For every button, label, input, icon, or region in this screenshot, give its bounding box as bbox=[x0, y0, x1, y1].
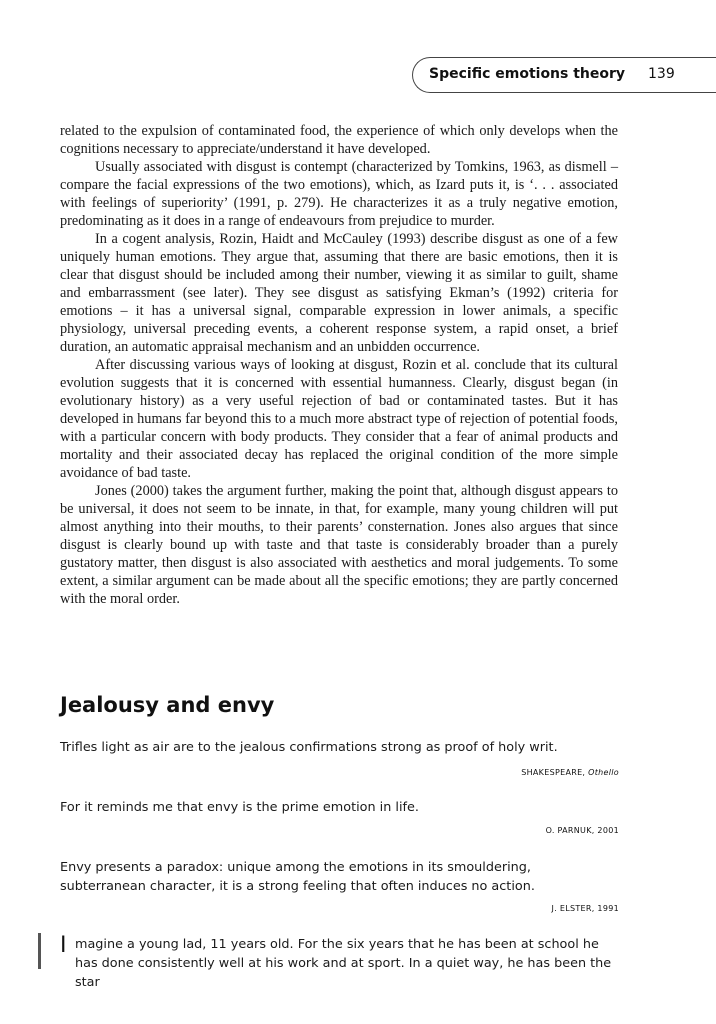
epigraph-quote: For it reminds me that envy is the prime emotion in life. bbox=[60, 800, 419, 815]
epigraph-author: SHAKESPEARE, bbox=[521, 768, 586, 777]
paragraph: related to the expulsion of contaminated food, the experience of which only develops when the cognitions necessary to appreciate/understand it have developed. bbox=[60, 123, 618, 157]
margin-rule bbox=[38, 933, 41, 969]
section-heading: Jealousy and envy bbox=[60, 693, 275, 717]
drop-cap: I bbox=[60, 933, 67, 958]
epigraph-quote: Envy presents a paradox: unique among the emotions in its smouldering, subterranean character, it is a strong feeling that often induces no action. bbox=[60, 860, 535, 894]
epigraph-attribution: J. ELSTER, 1991 bbox=[551, 904, 619, 913]
epigraph-work: Othello bbox=[588, 768, 619, 777]
epigraph-quote: Trifles light as air are to the jealous confirmations strong as proof of holy writ. bbox=[60, 740, 558, 755]
running-header-title: Specific emotions theory bbox=[429, 66, 626, 82]
paragraph: Jones (2000) takes the argument further, making the point that, although disgust appears to be universal, it does not seem to be innate, in that, for example, many young children will put almost anything into their mouths, to their parents’ consternation. Jones also argues that since disgust is clearly bound up with taste and that taste is considerably broader than a purely gustatory matter, then disgust is also associated with aesthetics and moral judgements. To some extent, a similar argument can be made about all the specific emotions; they are partly concerned with the moral order. bbox=[60, 483, 618, 607]
body-text bbox=[60, 122, 618, 608]
paragraph: Usually associated with disgust is contempt (characterized by Tomkins, 1963, as dismell – compare the facial expressions of the two emotions), which, as Izard puts it, is ‘. . . associated with feelings of superiority’ (1991, p. 279). He characterizes it as a truly negative emotion, predominating as it does in a range of endeavours from prejudice to murder. bbox=[60, 159, 618, 229]
paragraph: After discussing various ways of looking at disgust, Rozin et al. conclude that its cultural evolution suggests that it is concerned with essential humanness. Clearly, disgust began (in evolutionary history) as a very useful rejection of bad or contaminated tastes. But it has developed in humans far beyond this to a much more abstract type of rejection of potential foods, with a particular concern with body products. They consider that a fear of animal products and mortality and their associated decay has replaced the original condition of the more simple avoidance of bad taste. bbox=[60, 357, 618, 481]
epigraph-attribution bbox=[521, 768, 619, 777]
epigraph-attribution: O. PARNUK, 2001 bbox=[545, 826, 619, 835]
page-number: 139 bbox=[648, 66, 675, 82]
opening-paragraph: magine a young lad, 11 years old. For the six years that he has been at school he has done consistently well at his work and at sport. In a quiet way, he has been the star bbox=[75, 937, 612, 990]
paragraph: In a cogent analysis, Rozin, Haidt and McCauley (1993) describe disgust as one of a few uniquely human emotions. They argue that, assuming that there are basic emotions, then it is clear that disgust should be included among their number, viewing it as similar to guilt, shame and embarrassment (see later). They see disgust as satisfying Ekman’s (1992) criteria for emotions – it has a universal signal, comparable expression in lower animals, a specific physiology, universal preceding events, a coherent response system, a rapid onset, a brief duration, an automatic appraisal mechanism and an unbidden occurrence. bbox=[60, 231, 618, 355]
